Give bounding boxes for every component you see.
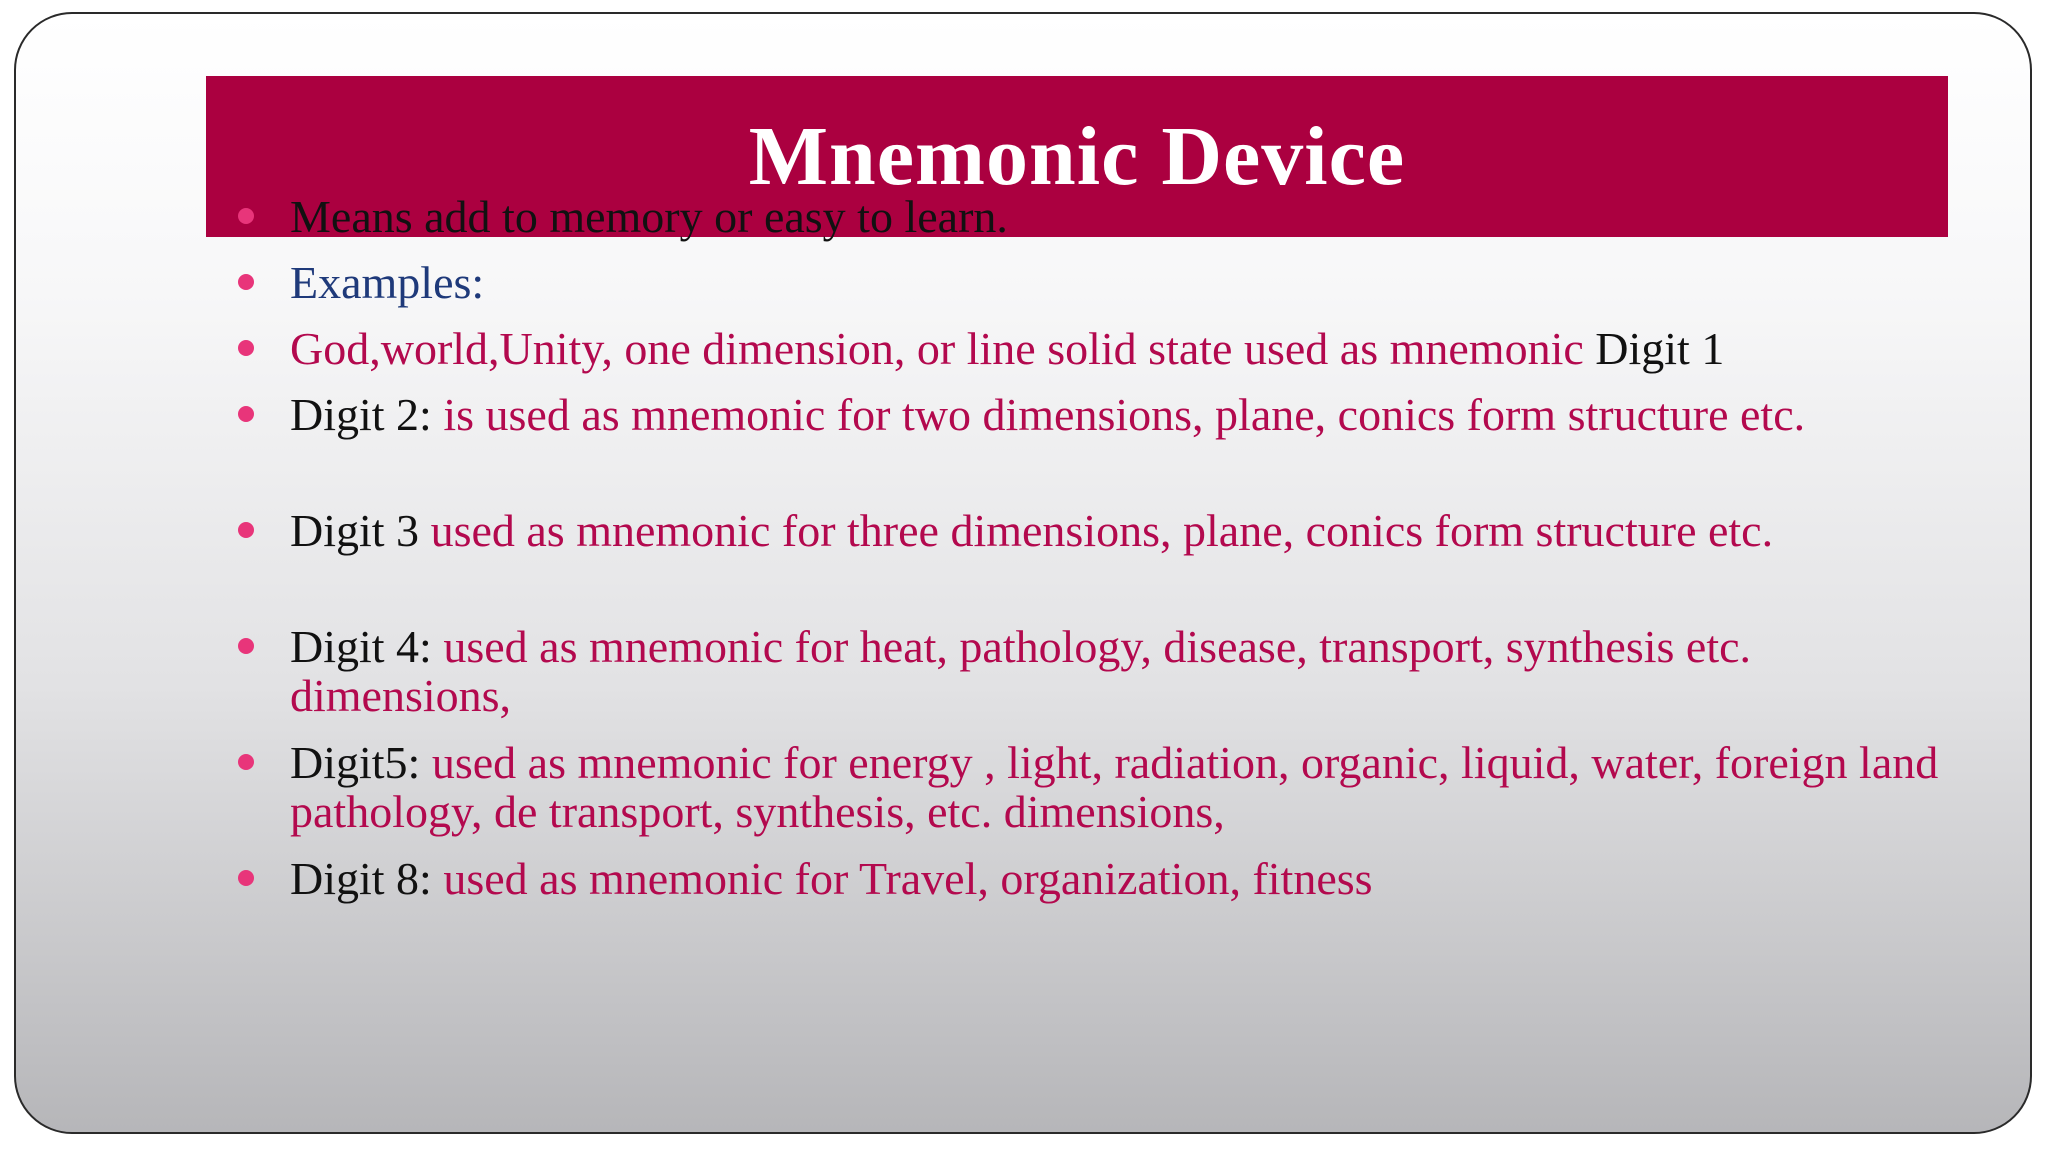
- bullet-item: [290, 506, 1950, 555]
- bullet-item: [290, 738, 1950, 836]
- bullet-dot-icon: [238, 274, 254, 290]
- bullet-text: Means add to memory or easy to learn.: [290, 191, 1008, 242]
- bullet-text: God,world,Unity, one dimension, or line solid state used as mnemonic: [290, 323, 1596, 374]
- bullet-dot-icon: [238, 406, 254, 422]
- bullet-text-digit: Digit 1: [1595, 323, 1725, 374]
- bullet-dot-icon: [238, 522, 254, 538]
- bullet-dot-icon: [238, 638, 254, 654]
- bullet-text-digit: Digit 4:: [290, 621, 444, 672]
- bullet-text-digit: Digit 2:: [290, 389, 444, 440]
- bullet-item: [290, 258, 1950, 307]
- bullet-text: used as mnemonic for Travel, organization, fitness: [443, 853, 1373, 904]
- bullet-dot-icon: [238, 340, 254, 356]
- bullet-text: used as mnemonic for three dimensions, plane, conics form structure etc.: [430, 505, 1774, 556]
- bullet-item: [290, 622, 1950, 720]
- bullet-dot-icon: [238, 870, 254, 886]
- bullet-text-digit: Digit5:: [290, 737, 432, 788]
- bullet-item: [290, 390, 1950, 439]
- bullet-list: [16, 14, 2030, 1132]
- bullet-text: used as mnemonic for heat, pathology, disease, transport, synthesis etc. dimensions,: [290, 621, 1752, 721]
- slide-title: Mnemonic Device: [748, 109, 1406, 203]
- bullet-dot-icon: [238, 754, 254, 770]
- bullet-item: [290, 854, 1950, 903]
- bullet-dot-icon: [238, 208, 254, 224]
- bullet-item: [290, 324, 1950, 373]
- bullet-item: [290, 192, 1950, 241]
- bullet-text: Examples:: [290, 257, 485, 308]
- bullet-text-digit: Digit 3: [290, 505, 431, 556]
- bullet-text: used as mnemonic for energy , light, radiation, organic, liquid, water, foreign land pathology, de transport, synthesis, etc. dimensions,: [290, 737, 1939, 837]
- bullet-text: is used as mnemonic for two dimensions, plane, conics form structure etc.: [443, 389, 1806, 440]
- bullet-text-digit: Digit 8:: [290, 853, 444, 904]
- slide: [14, 12, 2032, 1134]
